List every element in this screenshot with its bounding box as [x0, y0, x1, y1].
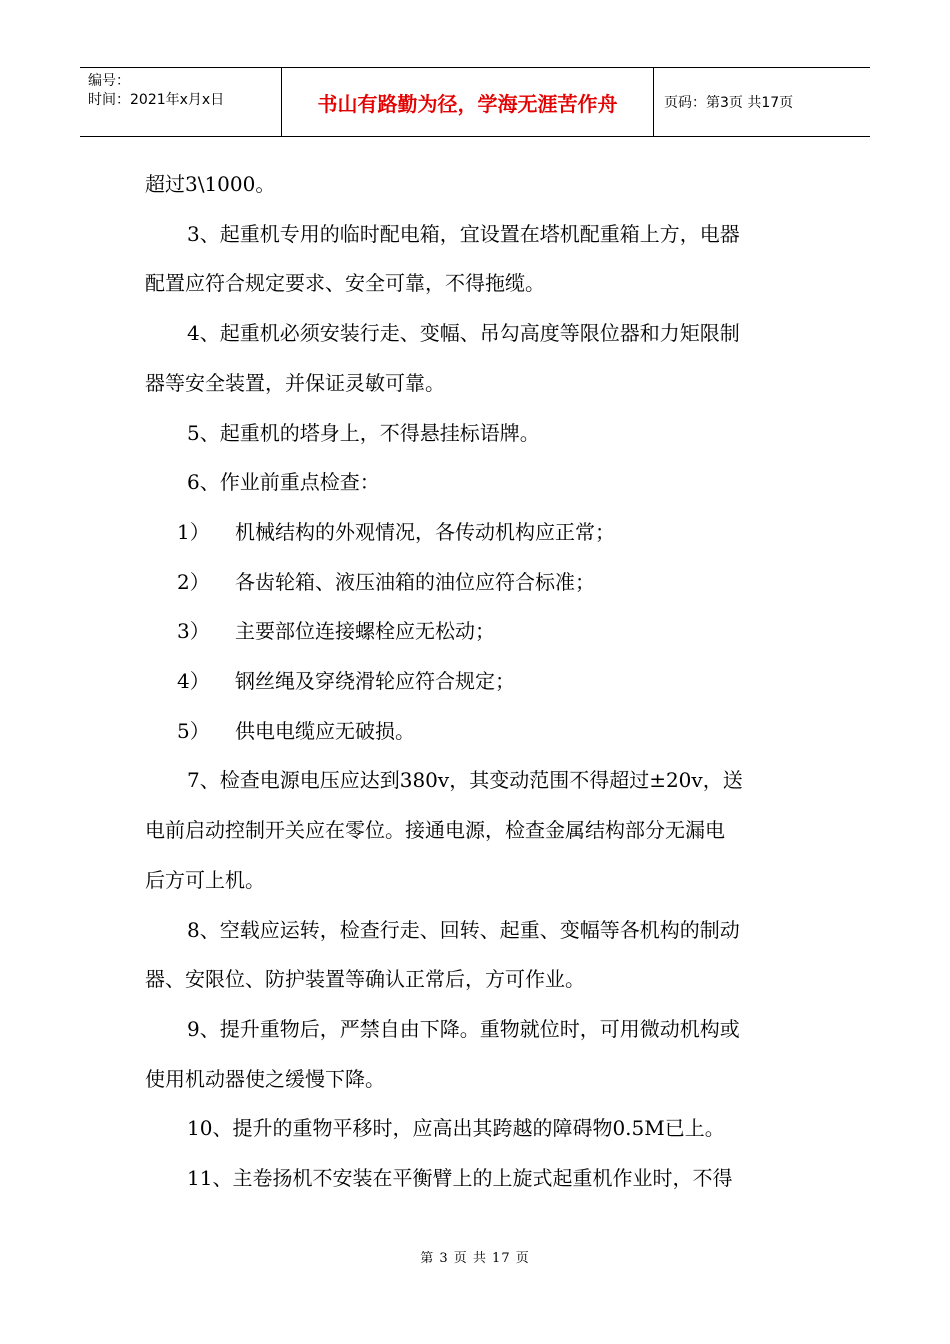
list-item-number: 4）	[177, 669, 210, 694]
paragraph-start-line: 8、空载应运转，检查行走、回转、起重、变幅等各机构的制动	[187, 917, 740, 942]
page-footer: 第 3 页 共 17 页	[420, 1251, 530, 1266]
paragraph-line: 后方可上机。	[145, 867, 265, 892]
paragraph-start-line: 4、起重机必须安装行走、变幅、吊勾高度等限位器和力矩限制	[187, 321, 740, 346]
paragraph-start-line: 11、主卷扬机不安装在平衡臂上的上旋式起重机作业时，不得	[187, 1166, 733, 1191]
paragraph-start-line: 5、起重机的塔身上，不得悬挂标语牌。	[187, 420, 540, 445]
list-item-text: 各齿轮箱、液压油箱的油位应符合标准；	[235, 569, 595, 594]
paragraph-start-line: 9、提升重物后，严禁自由下降。重物就位时，可用微动机构或	[187, 1016, 740, 1041]
list-item-number: 2）	[177, 569, 210, 594]
list-item	[145, 707, 810, 757]
paragraph-line: 配置应符合规定要求、安全可靠，不得拖缆。	[145, 271, 545, 296]
paragraph-line: 器等安全装置，并保证灵敏可靠。	[145, 370, 445, 395]
list-item-text: 钢丝绳及穿绕滑轮应符合规定；	[235, 669, 515, 694]
paragraph-start-line: 10、提升的重物平移时，应高出其跨越的障碍物0.5M已上。	[187, 1116, 725, 1141]
paragraph-start-line: 6、作业前重点检查：	[187, 470, 380, 495]
header-page-label: 页码：第3页 共17页	[664, 95, 794, 111]
document-header	[80, 67, 870, 137]
document-body	[145, 160, 810, 1204]
list-item	[145, 508, 810, 558]
list-item-text: 机械结构的外观情况，各传动机构应正常；	[235, 519, 615, 544]
document-time-label: 时间：2021年x月x日	[88, 92, 225, 108]
header-motto: 书山有路勤为径，学海无涯苦作舟	[282, 68, 654, 136]
list-item	[145, 607, 810, 657]
paragraph-start-line: 7、检查电源电压应达到380v，其变动范围不得超过±20v，送	[187, 768, 743, 793]
list-item	[145, 657, 810, 707]
paragraph-line: 电前启动控制开关应在零位。接通电源，检查金属结构部分无漏电	[145, 818, 725, 843]
list-item-number: 5）	[177, 718, 210, 743]
document-number-label: 编号：	[88, 73, 130, 89]
list-item-number: 3）	[177, 619, 210, 644]
list-item	[145, 558, 810, 608]
header-info-cell	[80, 68, 282, 136]
list-item-text: 主要部位连接螺栓应无松动；	[235, 619, 495, 644]
paragraph-line: 超过3\1000。	[145, 172, 276, 196]
list-item-number: 1）	[177, 519, 210, 544]
list-item-text: 供电电缆应无破损。	[235, 718, 415, 743]
paragraph-start-line: 3、起重机专用的临时配电箱，宜设置在塔机配重箱上方，电器	[187, 221, 740, 246]
paragraph-line: 使用机动器使之缓慢下降。	[145, 1066, 385, 1091]
paragraph-line: 器、安限位、防护装置等确认正常后，方可作业。	[145, 967, 585, 992]
